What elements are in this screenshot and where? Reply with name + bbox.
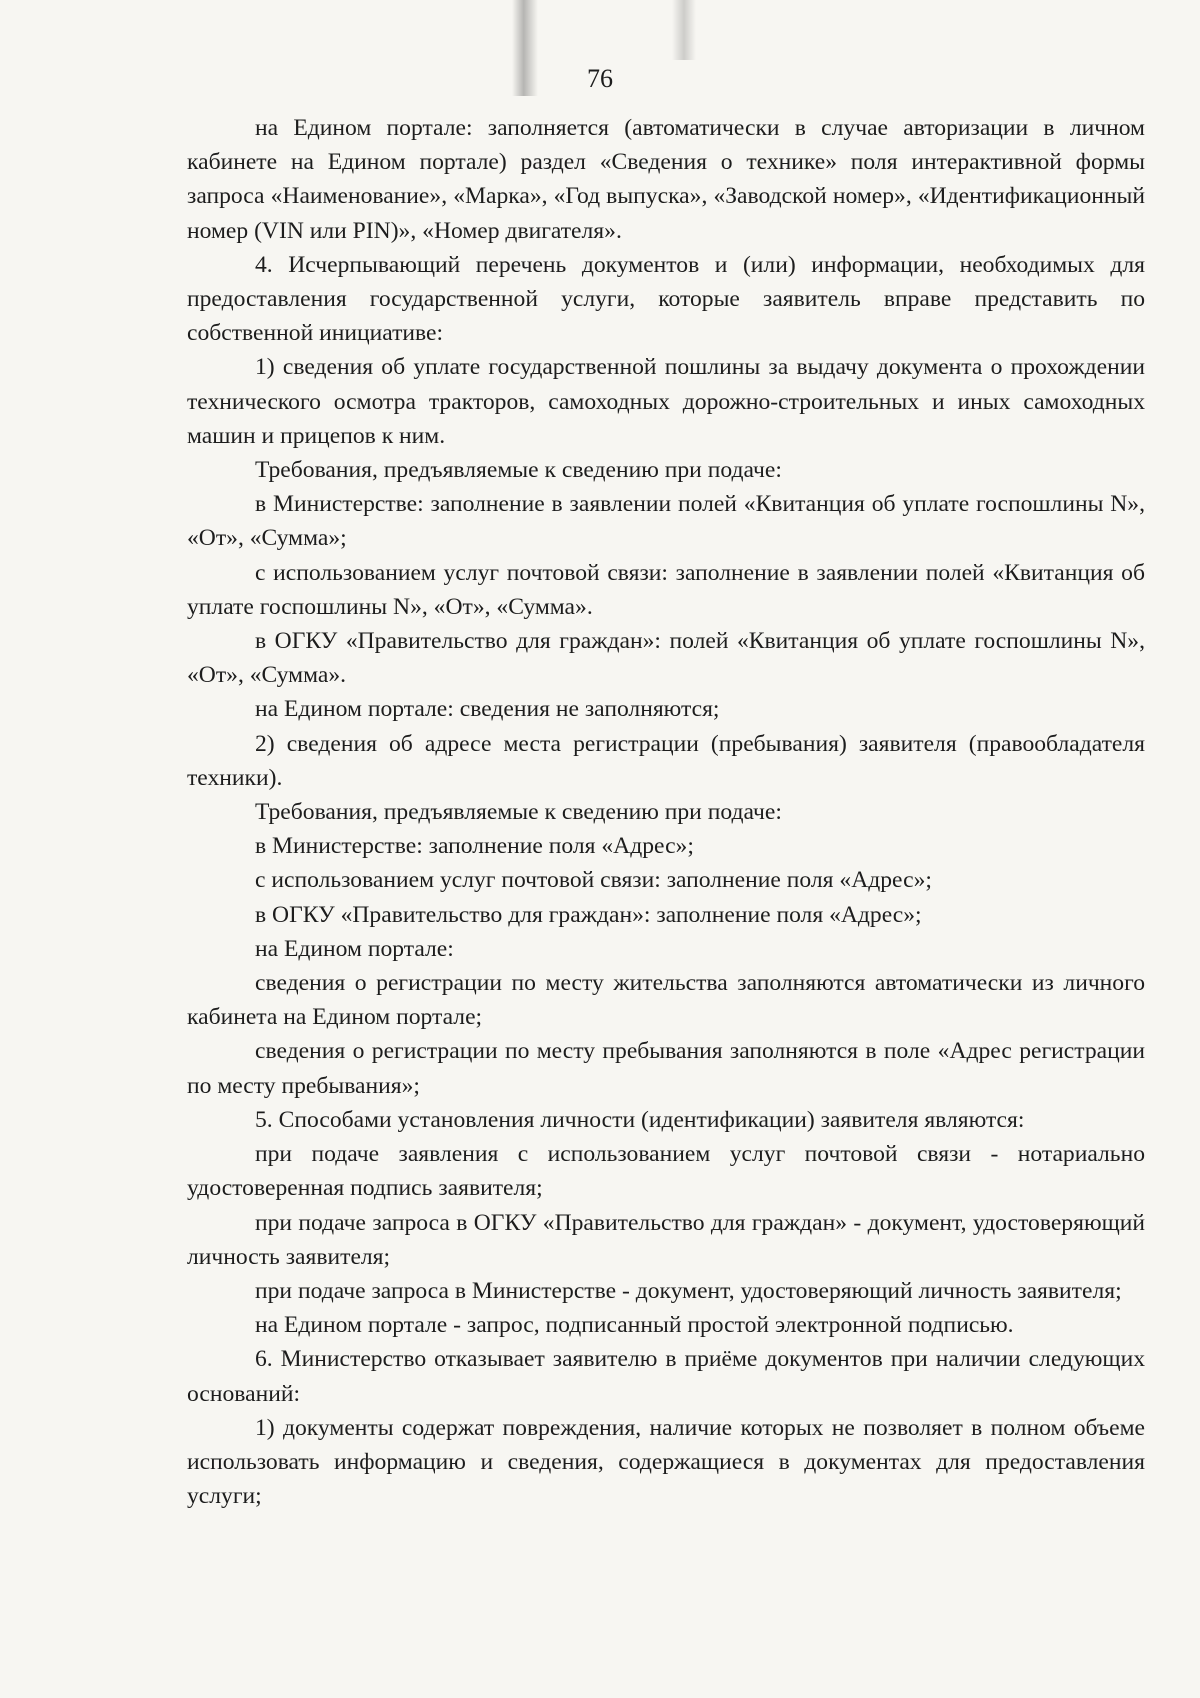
paragraph-ogku-fee: в ОГКУ «Правительство для граждан»: полей «Квитанция об уплате госпошлины N», «От», «Сумма». — [187, 628, 1145, 689]
paragraph-portal-fee: на Едином портале: сведения не заполняются; — [255, 696, 720, 723]
paragraph-item-6: 6. Министерство отказывает заявителю в приёме документов при наличии следующих оснований: — [187, 1346, 1145, 1407]
paragraph-item-5: 5. Способами установления личности (идентификации) заявителя являются: — [255, 1106, 1025, 1133]
paragraph-requirements-heading: Требования, предъявляемые к сведению при подаче: — [255, 457, 782, 484]
paragraph-postal-address: с использованием услуг почтовой связи: заполнение поля «Адрес»; — [255, 867, 932, 894]
paragraph-stay-registration: сведения о регистрации по месту пребывания заполняются в поле «Адрес регистрации по месту пребывания»; — [187, 1038, 1145, 1099]
paragraph-refusal-reason-1: 1) документы содержат повреждения, наличие которых не позволяет в полном объеме использовать информацию и сведения, содержащиеся в документах для предоставления услуги; — [187, 1414, 1145, 1510]
paragraph-subitem-1-fee: 1) сведения об уплате государственной пошлины за выдачу документа о прохождении технического осмотра тракторов, самоходных дорожно-строительных и иных самоходных машин и прицепов к ним. — [187, 354, 1145, 449]
paragraph-ogku-address: в ОГКУ «Правительство для граждан»: заполнение поля «Адрес»; — [255, 901, 922, 928]
body-text — [187, 111, 1145, 1513]
paragraph-subitem-2-address: 2) сведения об адресе места регистрации (пребывания) заявителя (правообладателя техники). — [187, 730, 1145, 791]
paragraph-id-ministry: при подаче запроса в Министерстве - документ, удостоверяющий личность заявителя; — [255, 1277, 1122, 1304]
paragraph-item-4: 4. Исчерпывающий перечень документов и (или) информации, необходимых для предоставления государственной услуги, которые заявитель вправе представить по собственной инициативе: — [187, 251, 1145, 347]
paragraph-postal-fee: с использованием услуг почтовой связи: заполнение в заявлении полей «Квитанция об уплате госпошлины N», «От», «Сумма». — [187, 559, 1145, 620]
binding-shadow-secondary — [672, 0, 696, 60]
paragraph-requirements-heading-2: Требования, предъявляемые к сведению при подаче: — [255, 799, 782, 826]
paragraph-ministry-address: в Министерстве: заполнение поля «Адрес»; — [255, 833, 694, 860]
paragraph-id-postal: при подаче заявления с использованием услуг почтовой связи - нотариально удостоверенная подпись заявителя; — [187, 1141, 1145, 1202]
paragraph-id-ogku: при подаче запроса в ОГКУ «Правительство для граждан» - документ, удостоверяющий личность заявителя; — [187, 1209, 1145, 1270]
paragraph-residence-registration: сведения о регистрации по месту жительства заполняются автоматически из личного кабинета на Едином портале; — [187, 970, 1145, 1031]
paragraph-portal-address: на Едином портале: — [255, 935, 454, 962]
page-number: 76 — [587, 64, 613, 93]
paragraph-portal-tech-info: на Едином портале: заполняется (автоматически в случае авторизации в личном кабинете на Едином портале) раздел «Сведения о технике» поля интерактивной формы запроса «Наименование», «Марка», «Год выпуска», «Заводской номер», «Идентификационный номер (VIN или PIN)», «Номер двигателя». — [187, 115, 1145, 244]
paragraph-id-portal: на Едином портале - запрос, подписанный простой электронной подписью. — [255, 1312, 1014, 1339]
paragraph-ministry-fee: в Министерстве: заполнение в заявлении полей «Квитанция об уплате госпошлины N», «От», «Сумма»; — [187, 491, 1145, 552]
